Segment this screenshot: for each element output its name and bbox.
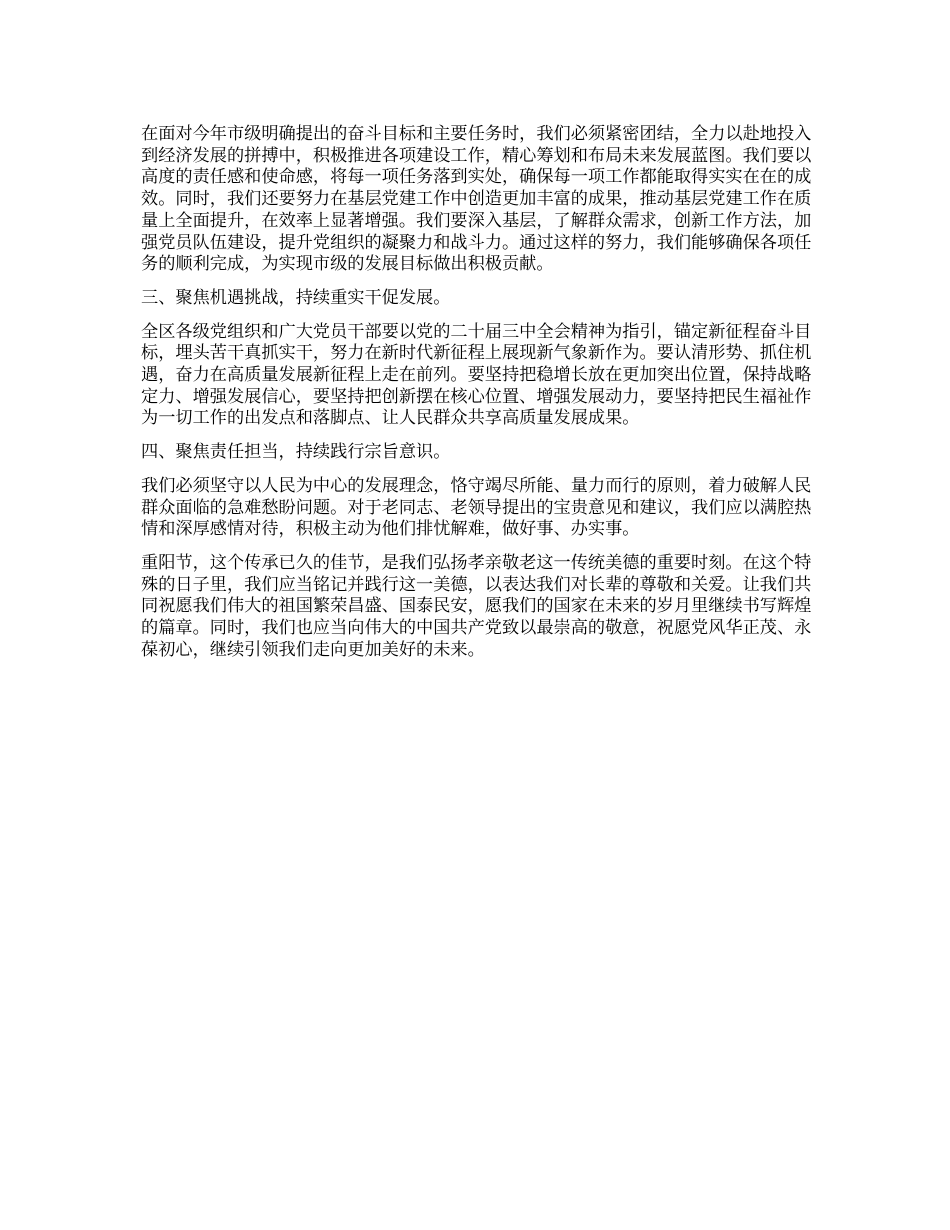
section-heading-3: 三、聚焦机遇挑战，持续重实干促发展。 xyxy=(141,287,451,308)
section-heading-4: 四、聚焦责任担当，持续践行宗旨意识。 xyxy=(141,442,451,463)
paragraph-chongyang: 重阳节，这个传承已久的佳节，是我们弘扬孝亲敬老这一传统美德的重要时刻。在这个特殊的日子里，我们应当铭记并践行这一美德，以表达我们对长辈的尊敬和关爱。让我们共同祝愿我们伟大的祖国繁荣昌盛、国泰民安，愿我们的国家在未来的岁月里继续书写辉煌的篇章。同时，我们也应当向伟大的中国共产党致以最崇高的敬意，祝愿党风华正茂、永葆初心，继续引领我们走向更加美好的未来。 xyxy=(141,552,812,660)
paragraph-goals: 在面对今年市级明确提出的奋斗目标和主要任务时，我们必须紧密团结，全力以赴地投入到经济发展的拼搏中，积极推进各项建设工作，精心筹划和布局未来发展蓝图。我们要以高度的责任感和使命感，将每一项任务落到实处，确保每一项工作都能取得实实在在的成效。同时，我们还要努力在基层党建工作中创造更加丰富的成果，推动基层党建工作在质量上全面提升，在效率上显著增强。我们要深入基层，了解群众需求，创新工作方法，加强党员队伍建设，提升党组织的凝聚力和战斗力。通过这样的努力，我们能够确保各项任务的顺利完成，为实现市级的发展目标做出积极贡献。 xyxy=(141,124,812,275)
paragraph-development: 全区各级党组织和广大党员干部要以党的二十届三中全会精神为指引，锚定新征程奋斗目标，埋头苦干真抓实干，努力在新时代新征程上展现新气象新作为。要认清形势、抓住机遇，奋力在高质量发展新征程上走在前列。要坚持把稳增长放在更加突出位置，保持战略定力、增强发展信心，要坚持把创新摆在核心位置、增强发展动力，要坚持把民生福祉作为一切工作的出发点和落脚点、让人民群众共享高质量发展成果。 xyxy=(141,321,812,429)
paragraph-responsibility: 我们必须坚守以人民为中心的发展理念，恪守竭尽所能、量力而行的原则，着力破解人民群众面临的急难愁盼问题。对于老同志、老领导提出的宝贵意见和建议，我们应以满腔热情和深厚感情对待，积极主动为他们排忧解难，做好事、办实事。 xyxy=(141,475,812,540)
document-page xyxy=(141,124,813,673)
